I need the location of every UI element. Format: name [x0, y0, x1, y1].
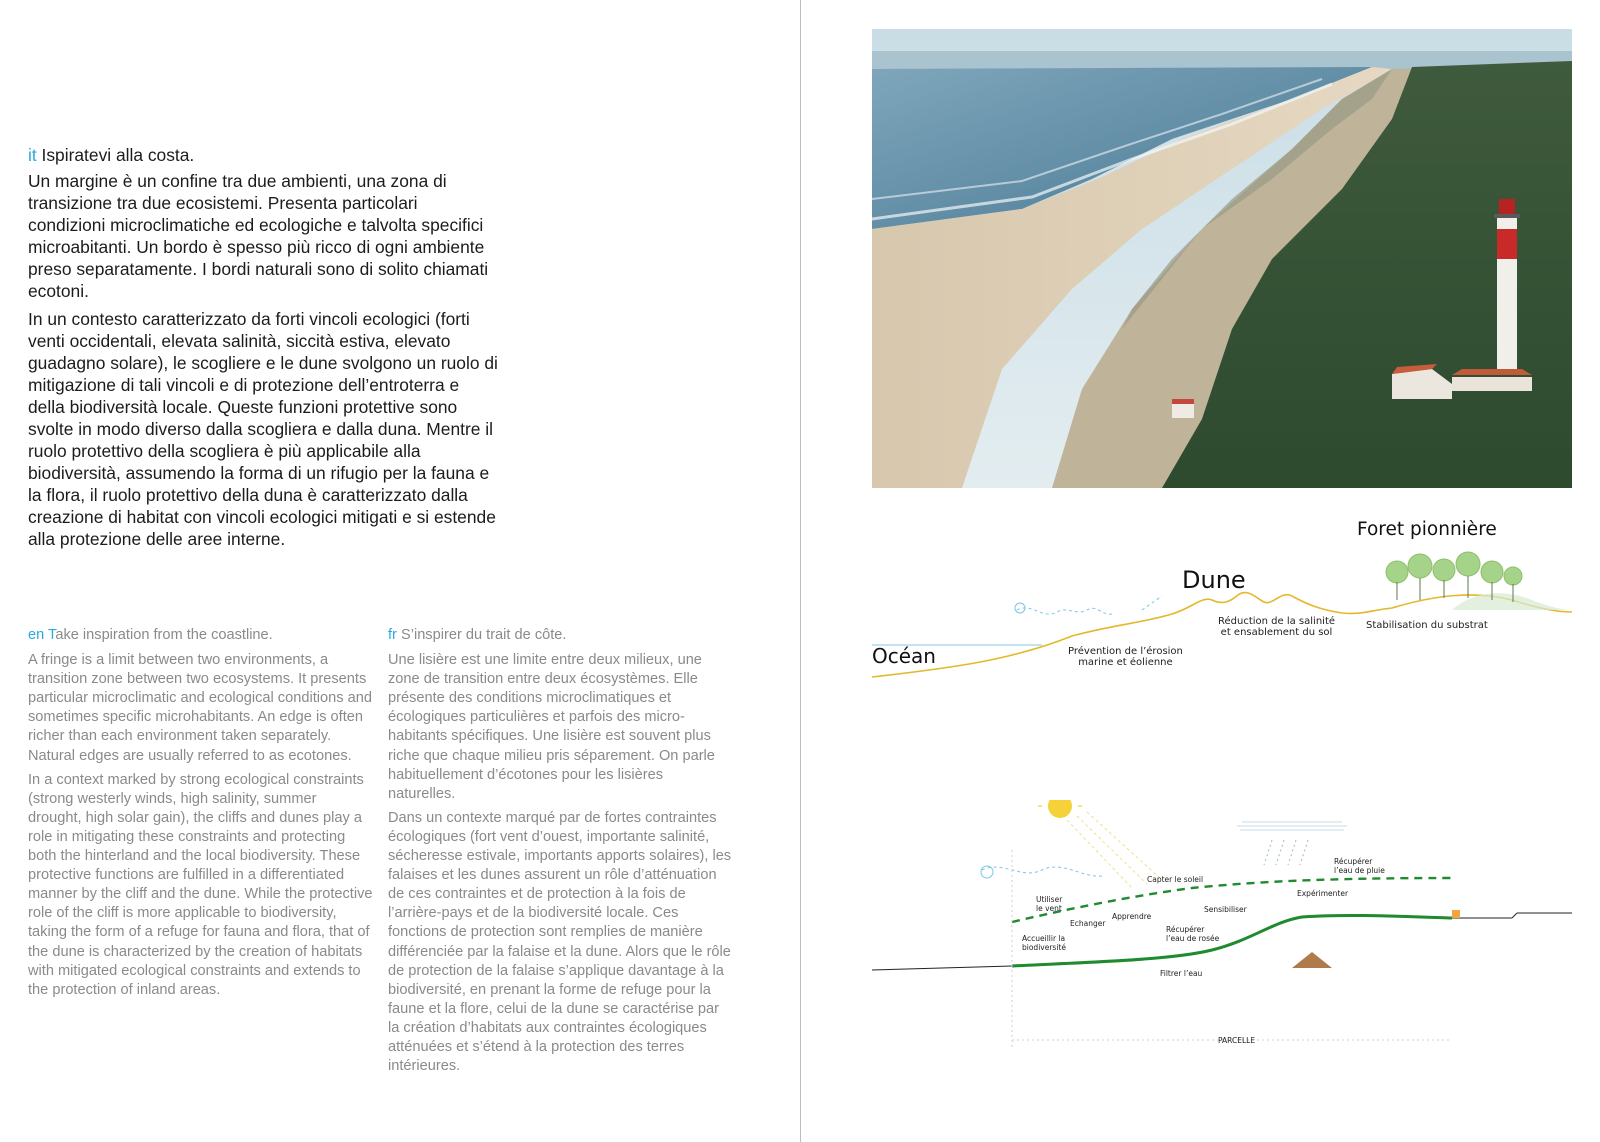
- page-gutter: [800, 0, 801, 1142]
- lang-tag-en: en T: [28, 627, 56, 643]
- label-substrate: Stabilisation du substrat: [1366, 620, 1488, 631]
- label-salinity-line1: Réduction de la salinité: [1218, 616, 1336, 627]
- french-paragraph-2: Dans un contexte marqué par de fortes contraintes écologiques (fort vent d’ouest, importante salinité, sécheresse estivale, importants apports solaires), les falaises et les dunes assurent un rôle d’atténuation de ces contraintes et de protection à la fois de l’arrière-pays et de la biodiversité locale. Ces fonctions de protection sont remplies de manière différenciée par la falaise et la dune. Alors que le rôle de protection de la falaise s’applique davantage à la biodiversité, en prenant la forme de refuge pour la faune et la flore, celui de la dune se caractérise par la création d’habitats aux contraintes écologiques atténuées et s’étend à la protection des terres intérieures.: [388, 809, 732, 1075]
- label-echanger: Echanger: [1070, 919, 1106, 928]
- french-paragraph-1: Une lisière est une limite entre deux milieux, une zone de transition entre deux écosystèmes. Elle présente des conditions microclimatiques et écologiques particulières et parfois des micro-habitants spécifiques. Une lisière est souvent plus riche que chaque milieu pris séparement. On parle habituellement d’écotones pour les lisières naturelles.: [388, 652, 715, 802]
- label-recuperer-pluie-line2: l’eau de pluie: [1334, 865, 1385, 875]
- italian-title: [28, 144, 498, 166]
- label-erosion-line2: marine et éolienne: [1078, 657, 1173, 668]
- italian-text-block: [28, 144, 498, 556]
- label-utiliser-line1: Utiliser: [1036, 895, 1063, 904]
- label-recuperer-pluie: [1334, 858, 1385, 875]
- label-sensibiliser: Sensibiliser: [1204, 905, 1247, 914]
- label-recuperer-rosee: [1166, 926, 1219, 943]
- lang-tag-fr: fr: [388, 627, 397, 643]
- english-title-text: ake inspiration from the coastline.: [55, 627, 273, 643]
- profile-lines: [872, 520, 1572, 710]
- french-title: [388, 626, 733, 645]
- coastline-aerial-photo: [872, 29, 1572, 488]
- forest-trees: [1386, 552, 1522, 585]
- label-recuperer-rosee-line2: l’eau de rosée: [1166, 933, 1220, 943]
- english-column: [28, 626, 373, 1005]
- lang-tag-it: it: [28, 145, 37, 165]
- label-capter: Capter le soleil: [1147, 875, 1204, 884]
- label-parcelle: PARCELLE: [1218, 1036, 1256, 1045]
- english-paragraph-1: A fringe is a limit between two environments, a transition zone between two ecosystems. It presents particular microclimatic and ecological conditions and sometimes specific microhabitants. An edge is often richer than each environment taken separately. Natural edges are usually referred to as ecotones.: [28, 652, 372, 764]
- label-accueillir-line1: Accueillir la: [1022, 934, 1066, 943]
- label-ocean: Océan: [872, 644, 936, 668]
- label-recuperer-pluie-line1: Récupérer: [1334, 857, 1373, 866]
- label-accueillir-line2: biodiversité: [1022, 942, 1066, 952]
- label-erosion: [1068, 646, 1183, 668]
- italian-paragraph-2: In un contesto caratterizzato da forti vincoli ecologici (forti venti occidentali, elevata salinità, siccità estiva, elevato guadagno solare), le scogliere e le dune svolgono un ruolo di mitigazione di tali vincoli e di protezione dell’entroterra e della biodiversità locale. Queste funzioni protettive sono svolte in modo diverso dalla scogliera e dalla duna. Mentre il ruolo protettivo della scogliera è più applicabile alla biodiversità, assumendo la forma di un rifugio per la fauna e la flora, il ruolo protettivo della duna è caratterizzato dalla creazione di habitat con vincoli ecologici mitigati e si estende alla protezione delle aree interne.: [28, 309, 498, 549]
- label-erosion-line1: Prévention de l’érosion: [1068, 646, 1183, 657]
- label-accueillir: [1022, 935, 1066, 952]
- english-title: [28, 626, 373, 645]
- label-salinity: [1218, 616, 1335, 638]
- label-apprendre: Apprendre: [1112, 912, 1152, 921]
- label-filtrer: Filtrer l’eau: [1160, 969, 1203, 978]
- english-paragraph-2: In a context marked by strong ecological constraints (strong westerly winds, high salinity, summer drought, high solar gain), the cliffs and dunes play a role in mitigating these constraints and protecting both the hinterland and the local biodiversity. These protective functions are fulfilled in a differentiated manner by the cliff and the dune. While the protective role of the cliff is more applicable to biodiversity, taking the form of a refuge for fauna and flora, that of the dune is characterized by the creation of habitats with mitigated ecological constraints and extends to the protection of inland areas.: [28, 771, 373, 998]
- french-title-text: S’inspirer du trait de côte.: [396, 627, 567, 643]
- dune-profile-diagram: [872, 520, 1572, 710]
- label-forest: Foret pionnière: [1357, 519, 1497, 540]
- label-utiliser: [1036, 896, 1062, 913]
- label-utiliser-line2: le vent: [1036, 903, 1062, 913]
- italian-title-text: Ispiratevi alla costa.: [36, 145, 195, 165]
- italian-paragraph-1: Un margine è un confine tra due ambienti, una zona di transizione tra due ecosistemi. Presenta particolari condizioni microclimatiche ed ecologiche e talvolta specifici microabitanti. Un bordo è spesso più ricco di ogni ambiente preso separatamente. I bordi naturali sono di solito chiamati ecotoni.: [28, 171, 489, 301]
- label-experimenter: Expérimenter: [1297, 889, 1349, 898]
- label-salinity-line2: et ensablement du sol: [1220, 627, 1333, 638]
- french-column: [388, 626, 733, 1081]
- label-recuperer-rosee-line1: Récupérer: [1166, 925, 1205, 934]
- functions-diagram: [872, 800, 1572, 1080]
- label-dune: Dune: [1182, 566, 1246, 594]
